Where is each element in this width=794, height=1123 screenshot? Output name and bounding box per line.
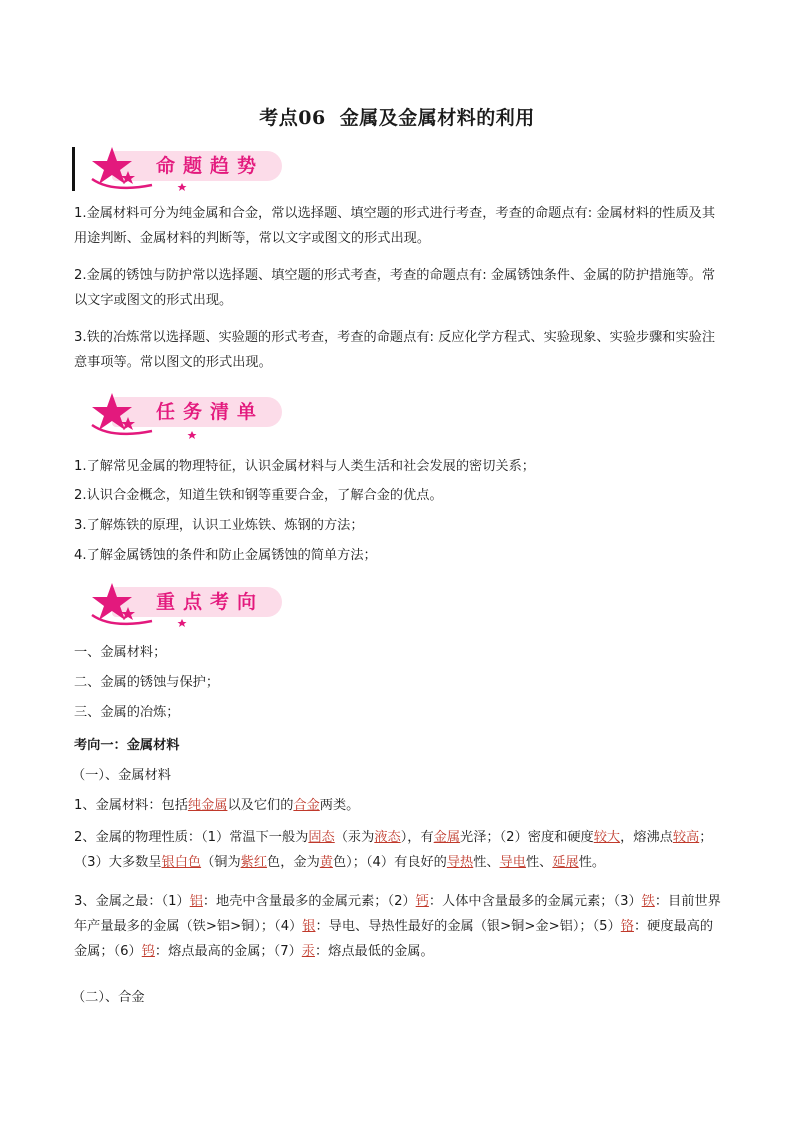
banner-trend: [72, 145, 272, 193]
focus-item-2: 二、金属的锈蚀与保护；: [74, 675, 220, 690]
key-term: 较高: [672, 830, 700, 845]
key-term: 金属: [433, 830, 461, 845]
key-term: 铬: [620, 919, 634, 934]
trend-paragraph-1: 1.金属材料可分为纯金属和合金，常以选择题、填空题的形式进行考查，考查的命题点有: 金属材料的性质及其用途判断、金属材料的判断等，常以文字或图文的形式出现。: [74, 206, 716, 246]
page-title: [0, 103, 794, 130]
trend-paragraph-3: 3.铁的冶炼常以选择题、实验题的形式考查，考查的命题点有: 反应化学方程式、实验现象、实验步骤和实验注意事项等。常以图文的形式出现。: [74, 330, 716, 370]
key-term: 黄: [319, 855, 333, 870]
metal-records-paragraph: 3、金属之最：（1）铝：地壳中含量最多的金属元素；（2）钙：人体中含量最多的金属元素；（3）铁：目前世界年产量最多的金属（铁>铝>铜）；（4）银：导电、导热性最好的金属（银>铜>金>铝）；（5）铬：硬度最高的金属；（6）钨：熔点最高的金属；（7）汞：熔点最低的金属。: [74, 894, 721, 959]
task-item-1: 1.了解常见金属的物理特征，认识金属材料与人类生活和社会发展的密切关系；: [74, 459, 535, 474]
focus-item-3: 三、金属的冶炼；: [74, 705, 180, 720]
task-item-3: 3.了解炼铁的原理，认识工业炼铁、炼钢的方法；: [74, 518, 364, 533]
title-text: 金属及金属材料的利用: [339, 107, 535, 129]
physical-properties-paragraph: 2、金属的物理性质：（1）常温下一般为固态（汞为液态），有金属光泽；（2）密度和硬度较大，熔沸点较高；（3）大多数呈银白色（铜为紫红色，金为黄色）；（4）有良好的导热性、导电性、延展性。: [74, 830, 713, 870]
key-term: 紫红: [240, 855, 268, 870]
banner-bar: [72, 147, 75, 191]
banner-label: 重点考向: [112, 587, 282, 617]
key-term: 延展: [552, 855, 579, 870]
key-term: 较大: [593, 830, 621, 845]
section-heading: 考向一：金属材料: [74, 738, 180, 753]
subsection-heading-2: （二）、合金: [72, 990, 145, 1005]
banner-focus: [72, 581, 272, 629]
key-term: 液态: [374, 830, 401, 845]
key-term: 纯金属: [187, 798, 228, 813]
banner-label: 任务清单: [112, 397, 282, 427]
key-term: 银: [302, 919, 316, 934]
metal-material-line: 1、金属材料：包括纯金属以及它们的合金两类。: [74, 798, 360, 813]
star-icon: [82, 581, 192, 631]
key-term: 固态: [308, 830, 335, 845]
key-term: 汞: [301, 944, 315, 959]
key-term: 银白色: [161, 855, 202, 870]
key-term: 合金: [293, 798, 320, 813]
title-number: 考点06: [259, 107, 326, 129]
key-term: 铁: [641, 894, 655, 909]
task-item-2: 2.认识合金概念，知道生铁和钢等重要合金，了解合金的优点。: [74, 488, 443, 503]
key-term: 钨: [141, 944, 155, 959]
key-term: 铝: [189, 894, 203, 909]
banner-tasks: [72, 391, 272, 439]
subsection-heading-1: （一）、金属材料: [72, 768, 171, 783]
banner-label: 命题趋势: [112, 151, 282, 181]
star-icon: [82, 145, 192, 195]
key-term: 导热: [446, 855, 474, 870]
star-icon: [82, 391, 202, 441]
key-term: 钙: [415, 894, 429, 909]
focus-item-1: 一、金属材料；: [74, 645, 167, 660]
key-term: 导电: [499, 855, 526, 870]
task-item-4: 4.了解金属锈蚀的条件和防止金属锈蚀的简单方法；: [74, 548, 377, 563]
trend-paragraph-2: 2.金属的锈蚀与防护常以选择题、填空题的形式考查，考查的命题点有: 金属锈蚀条件、金属的防护措施等。常以文字或图文的形式出现。: [74, 268, 716, 308]
